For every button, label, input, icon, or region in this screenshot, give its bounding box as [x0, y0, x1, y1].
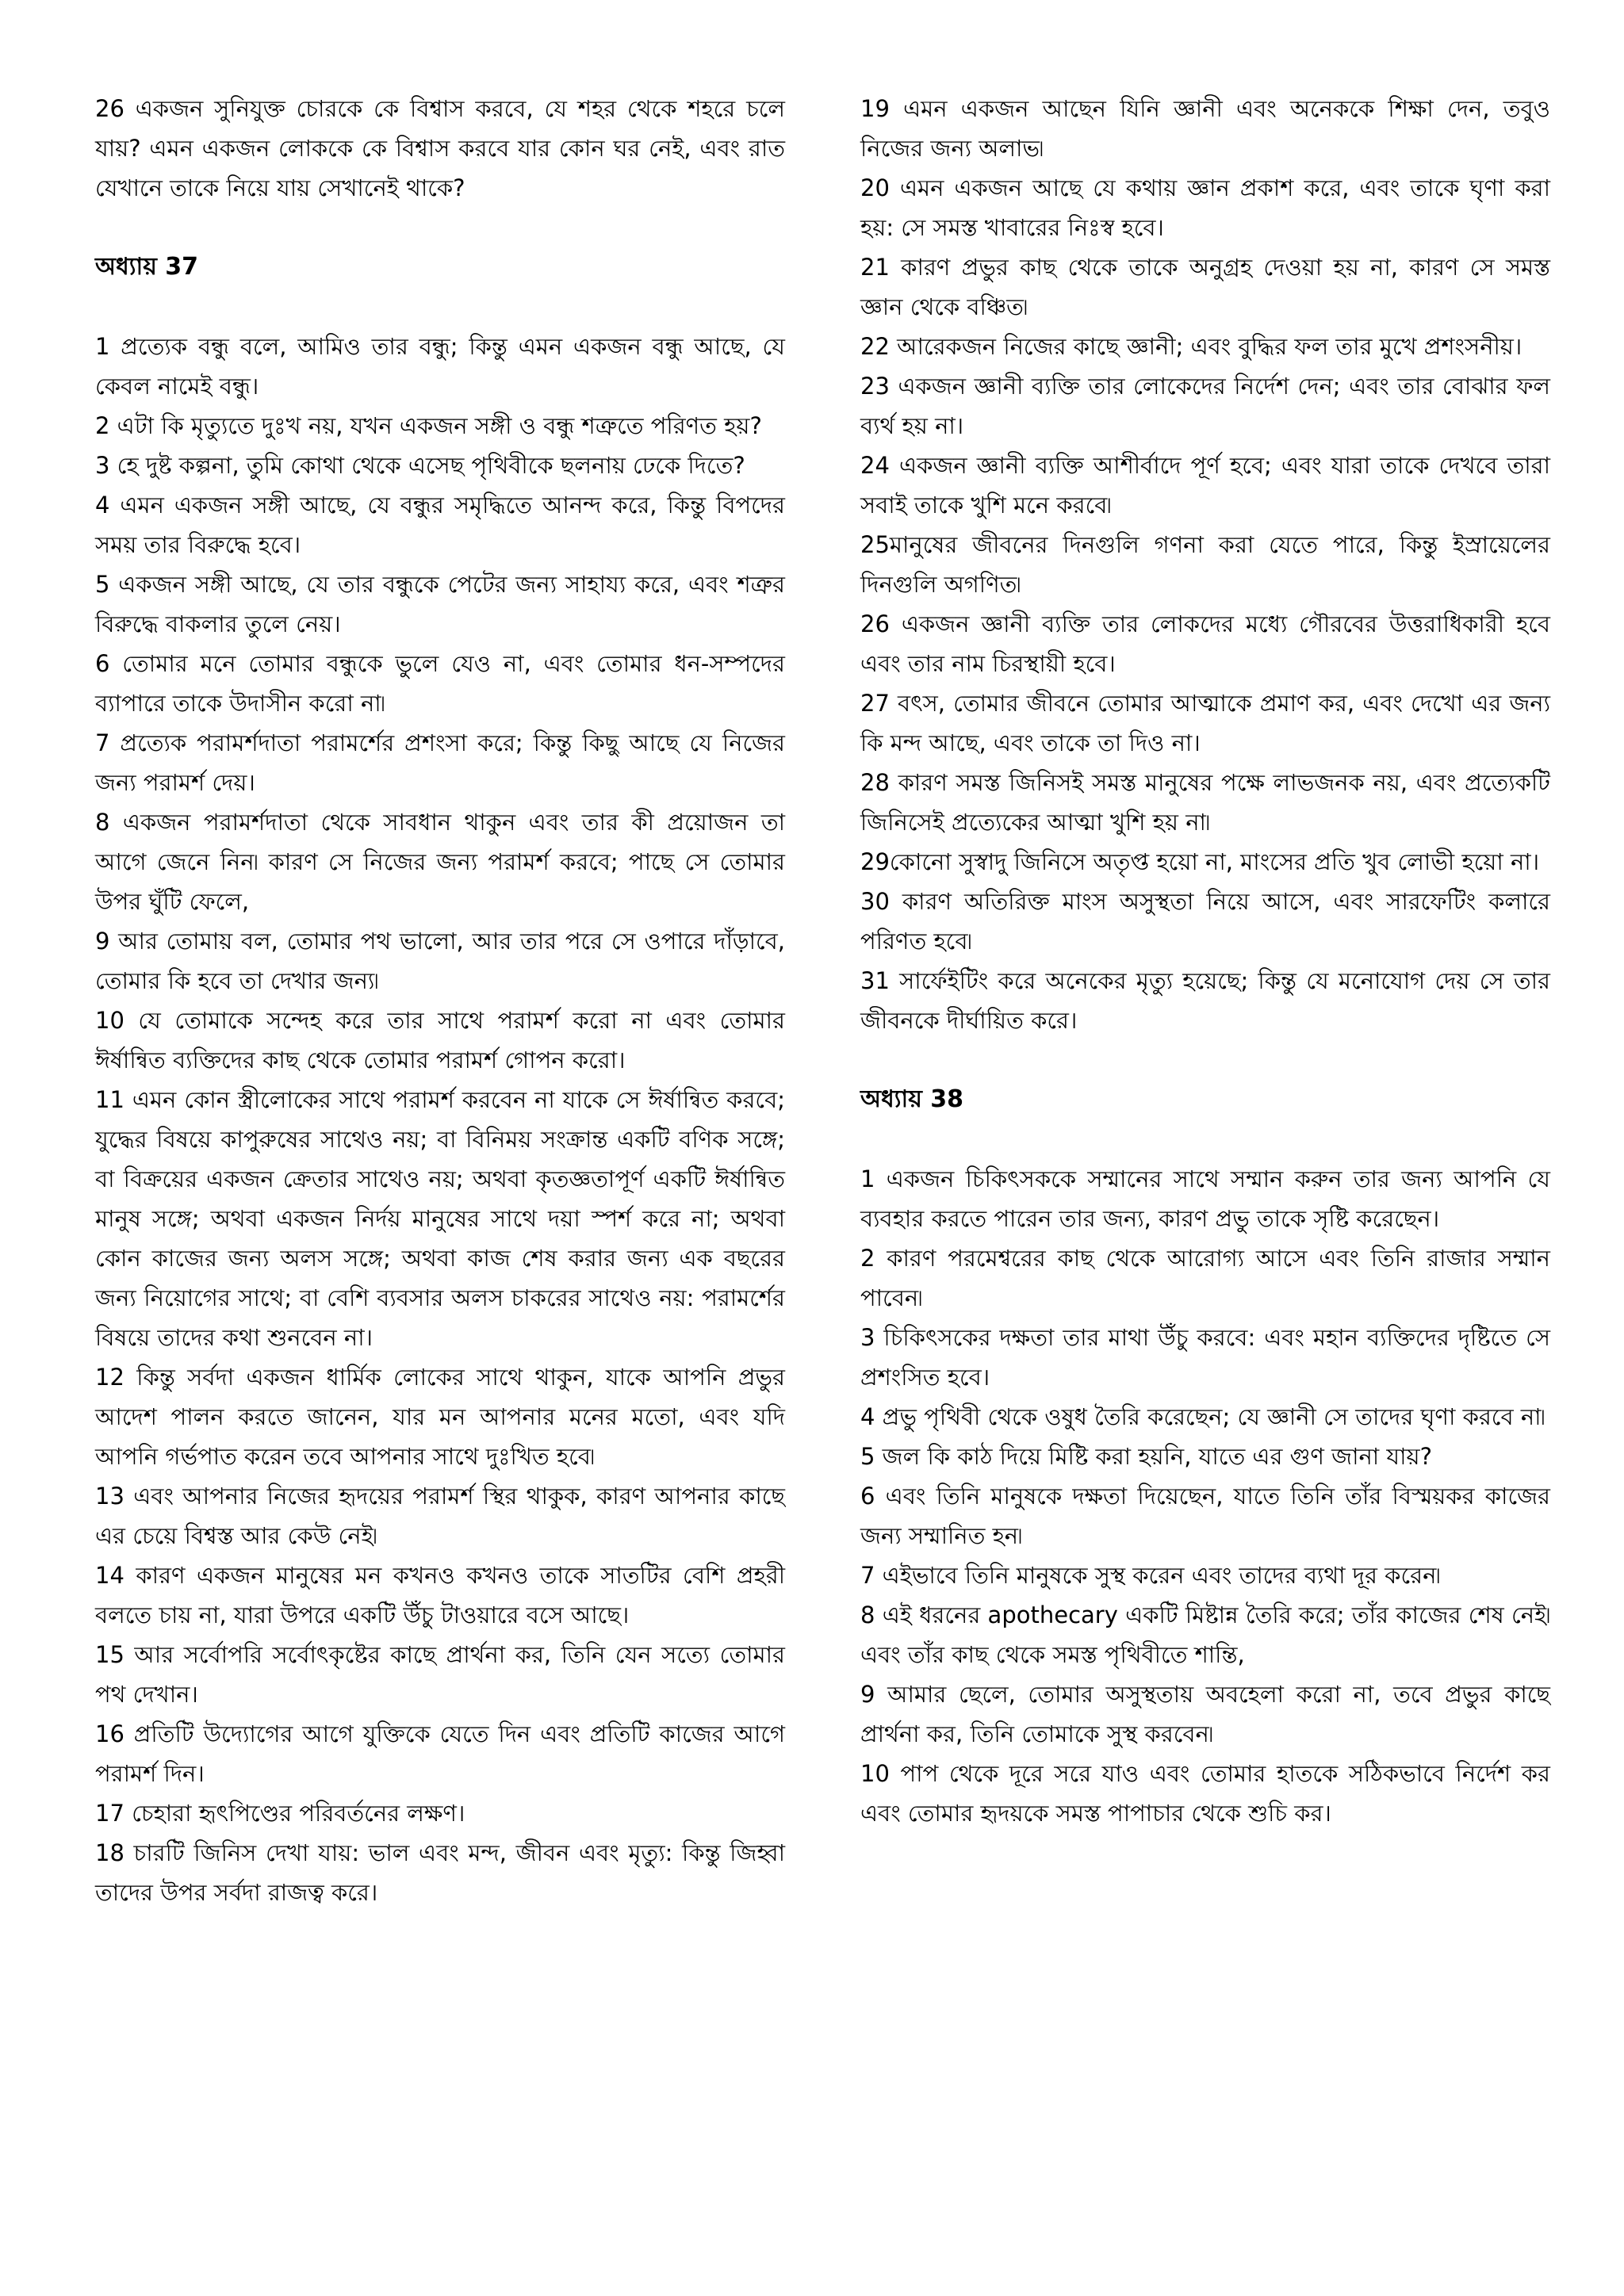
verse: 1 প্রত্যেক বন্ধু বলে, আমিও তার বন্ধু; কিন্তু এমন একজন বন্ধু আছে, যে কেবল নামেই বন্ধু।: [95, 333, 785, 400]
verse: 31 সার্ফেইটিং করে অনেকের মৃত্যু হয়েছে; কিন্তু যে মনোযোগ দেয় সে তার জীবনকে দীর্ঘায়িত করে।: [860, 967, 1550, 1034]
verse: 8 একজন পরামর্শদাতা থেকে সাবধান থাকুন এবং তার কী প্রয়োজন তা আগে জেনে নিন৷ কারণ সে নিজের জন্য পরামর্শ করবে; পাছে সে তোমার উপর ঘুঁটি ফেলে,: [95, 809, 785, 915]
verse: 22 আরেকজন নিজের কাছে জ্ঞানী; এবং বুদ্ধির ফল তার মুখে প্রশংসনীয়।: [860, 333, 1522, 360]
verse: 6 তোমার মনে তোমার বন্ধুকে ভুলে যেও না, এবং তোমার ধন-সম্পদের ব্যাপারে তাকে উদাসীন করো না৷: [95, 650, 785, 717]
verse: 6 এবং তিনি মানুষকে দক্ষতা দিয়েছেন, যাতে তিনি তাঁর বিস্ময়কর কাজের জন্য সম্মানিত হন৷: [860, 1483, 1550, 1549]
verse: 3 চিকিৎসকের দক্ষতা তার মাথা উঁচু করবে: এবং মহান ব্যক্তিদের দৃষ্টিতে সে প্রশংসিত হবে।: [860, 1324, 1550, 1391]
verse: 18 চারটি জিনিস দেখা যায়: ভাল এবং মন্দ, জীবন এবং মৃত্যু: কিন্তু জিহ্বা তাদের উপর সর্বদা রাজত্ব করে।: [95, 1839, 785, 1906]
verse: 5 জল কি কাঠ দিয়ে মিষ্টি করা হয়নি, যাতে এর গুণ জানা যায়?: [860, 1443, 1433, 1470]
verse: 25মানুষের জীবনের দিনগুলি গণনা করা যেতে পারে, কিন্তু ইস্রায়েলের দিনগুলি অগণিত৷: [860, 531, 1550, 598]
verse: 10 পাপ থেকে দূরে সরে যাও এবং তোমার হাতকে সঠিকভাবে নির্দেশ কর এবং তোমার হৃদয়কে সমস্ত পাপাচার থেকে শুচি কর।: [860, 1760, 1550, 1827]
verse: 2 এটা কি মৃত্যুতে দুঃখ নয়, যখন একজন সঙ্গী ও বন্ধু শত্রুতে পরিণত হয়?: [95, 412, 762, 439]
verse: 17 চেহারা হৃৎপিণ্ডের পরিবর্তনের লক্ষণ।: [95, 1800, 465, 1827]
verse: 27 বৎস, তোমার জীবনে তোমার আত্মাকে প্রমাণ কর, এবং দেখো এর জন্য কি মন্দ আছে, এবং তাকে তা দিও না।: [860, 690, 1550, 756]
verse: 7 প্রত্যেক পরামর্শদাতা পরামর্শের প্রশংসা করে; কিন্তু কিছু আছে যে নিজের জন্য পরামর্শ দেয়।: [95, 729, 785, 796]
verse: 28 কারণ সমস্ত জিনিসই সমস্ত মানুষের পক্ষে লাভজনক নয়, এবং প্রত্যেকটি জিনিসেই প্রত্যেকের আত্মা খুশি হয় না৷: [860, 769, 1550, 836]
chapter-heading: অধ্যায় 38: [860, 1085, 964, 1113]
verse: 12 কিন্তু সর্বদা একজন ধার্মিক লোকের সাথে থাকুন, যাকে আপনি প্রভুর আদেশ পালন করতে জানেন, যার মন আপনার মনের মতো, এবং যদি আপনি গর্ভপাত করেন তবে আপনার সাথে দুঃখিত হবে৷: [95, 1364, 785, 1470]
verse: 9 আর তোমায় বল, তোমার পথ ভালো, আর তার পরে সে ওপারে দাঁড়াবে, তোমার কি হবে তা দেখার জন্য৷: [95, 928, 785, 994]
verse: 10 যে তোমাকে সন্দেহ করে তার সাথে পরামর্শ করো না এবং তোমার ঈর্ষান্বিত ব্যক্তিদের কাছ থেকে তোমার পরামর্শ গোপন করো।: [95, 1007, 785, 1073]
verse: 5 একজন সঙ্গী আছে, যে তার বন্ধুকে পেটের জন্য সাহায্য করে, এবং শত্রুর বিরুদ্ধে বাকলার তুলে নেয়।: [95, 571, 785, 637]
chapter-heading: অধ্যায় 37: [95, 253, 199, 281]
verse: 11 এমন কোন স্ত্রীলোকের সাথে পরামর্শ করবেন না যাকে সে ঈর্ষান্বিত করবে; যুদ্ধের বিষয়ে কাপুরুষের সাথেও নয়; বা বিনিময় সংক্রান্ত একটি বণিক সঙ্গে; বা বিক্রয়ের একজন ক্রেতার সাথেও নয়; অথবা কৃতজ্ঞতাপূর্ণ একটি ঈর্ষান্বিত মানুষ সঙ্গে; অথবা একজন নির্দয় মানুষের সাথে দয়া স্পর্শ করে না; অথবা কোন কাজের জন্য অলস সঙ্গে; অথবা কাজ শেষ করার জন্য এক বছরের জন্য নিয়োগের সাথে; বা বেশি ব্যবসার অলস চাকরের সাথেও নয়: পরামর্শের বিষয়ে তাদের কথা শুনবেন না।: [95, 1086, 785, 1351]
verse: 4 প্রভু পৃথিবী থেকে ওষুধ তৈরি করেছেন; যে জ্ঞানী সে তাদের ঘৃণা করবে না৷: [860, 1403, 1545, 1430]
verse: 24 একজন জ্ঞানী ব্যক্তি আশীর্বাদে পূর্ণ হবে; এবং যারা তাকে দেখবে তারা সবাই তাকে খুশি মনে করবে৷: [860, 452, 1550, 519]
verse: 15 আর সর্বোপরি সর্বোৎকৃষ্টের কাছে প্রার্থনা কর, তিনি যেন সত্যে তোমার পথ দেখান।: [95, 1641, 785, 1708]
verse: 20 এমন একজন আছে যে কথায় জ্ঞান প্রকাশ করে, এবং তাকে ঘৃণা করা হয়: সে সমস্ত খাবারের নিঃস্ব হবে।: [860, 174, 1550, 241]
verse: 21 কারণ প্রভুর কাছ থেকে তাকে অনুগ্রহ দেওয়া হয় না, কারণ সে সমস্ত জ্ঞান থেকে বঞ্চিত৷: [860, 254, 1550, 320]
verse: 3 হে দুষ্ট কল্পনা, তুমি কোথা থেকে এসেছ পৃথিবীকে ছলনায় ঢেকে দিতে?: [95, 452, 745, 479]
verse: 7 এইভাবে তিনি মানুষকে সুস্থ করেন এবং তাদের ব্যথা দূর করেন৷: [860, 1562, 1441, 1589]
verse: 2 কারণ পরমেশ্বরের কাছ থেকে আরোগ্য আসে এবং তিনি রাজার সম্মান পাবেন৷: [860, 1245, 1550, 1311]
verse: 1 একজন চিকিৎসককে সম্মানের সাথে সম্মান করুন তার জন্য আপনি যে ব্যবহার করতে পারেন তার জন্য, কারণ প্রভু তাকে সৃষ্টি করেছেন।: [860, 1165, 1550, 1232]
verse: 9 আমার ছেলে, তোমার অসুস্থতায় অবহেলা করো না, তবে প্রভুর কাছে প্রার্থনা কর, তিনি তোমাকে সুস্থ করবেন৷: [860, 1681, 1550, 1747]
verse: 4 এমন একজন সঙ্গী আছে, যে বন্ধুর সমৃদ্ধিতে আনন্দ করে, কিন্তু বিপদের সময় তার বিরুদ্ধে হবে।: [95, 492, 785, 558]
right-column: [860, 89, 1550, 1833]
verse: 23 একজন জ্ঞানী ব্যক্তি তার লোকেদের নির্দেশ দেন; এবং তার বোঝার ফল ব্যর্থ হয় না।: [860, 373, 1550, 439]
verse: 30 কারণ অতিরিক্ত মাংস অসুস্থতা নিয়ে আসে, এবং সারফেটিং কলারে পরিণত হবে৷: [860, 888, 1550, 955]
verse: 26 একজন জ্ঞানী ব্যক্তি তার লোকদের মধ্যে গৌরবের উত্তরাধিকারী হবে এবং তার নাম চিরস্থায়ী হবে।: [860, 610, 1550, 677]
left-column: [95, 89, 785, 1912]
verse: 29কোনো সুস্বাদু জিনিসে অতৃপ্ত হয়ো না, মাংসের প্রতি খুব লোভী হয়ো না।: [860, 848, 1540, 875]
verse: 14 কারণ একজন মানুষের মন কখনও কখনও তাকে সাতটির বেশি প্রহরী বলতে চায় না, যারা উপরে একটি উঁচু টাওয়ারে বসে আছে।: [95, 1562, 785, 1628]
verse: 8 এই ধরনের apothecary একটি মিষ্টান্ন তৈরি করে; তাঁর কাজের শেষ নেই৷ এবং তাঁর কাছ থেকে সমস্ত পৃথিবীতে শান্তি,: [860, 1601, 1550, 1668]
verse: 26 একজন সুনিযুক্ত চোরকে কে বিশ্বাস করবে, যে শহর থেকে শহরে চলে যায়? এমন একজন লোককে কে বিশ্বাস করবে যার কোন ঘর নেই, এবং রাত যেখানে তাকে নিয়ে যায় সেখানেই থাকে?: [95, 95, 785, 201]
verse: 16 প্রতিটি উদ্যোগের আগে যুক্তিকে যেতে দিন এবং প্রতিটি কাজের আগে পরামর্শ দিন।: [95, 1720, 785, 1787]
verse: 19 এমন একজন আছেন যিনি জ্ঞানী এবং অনেককে শিক্ষা দেন, তবুও নিজের জন্য অলাভ৷: [860, 95, 1550, 162]
verse: 13 এবং আপনার নিজের হৃদয়ের পরামর্শ স্থির থাকুক, কারণ আপনার কাছে এর চেয়ে বিশ্বস্ত আর কেউ নেই৷: [95, 1483, 785, 1549]
